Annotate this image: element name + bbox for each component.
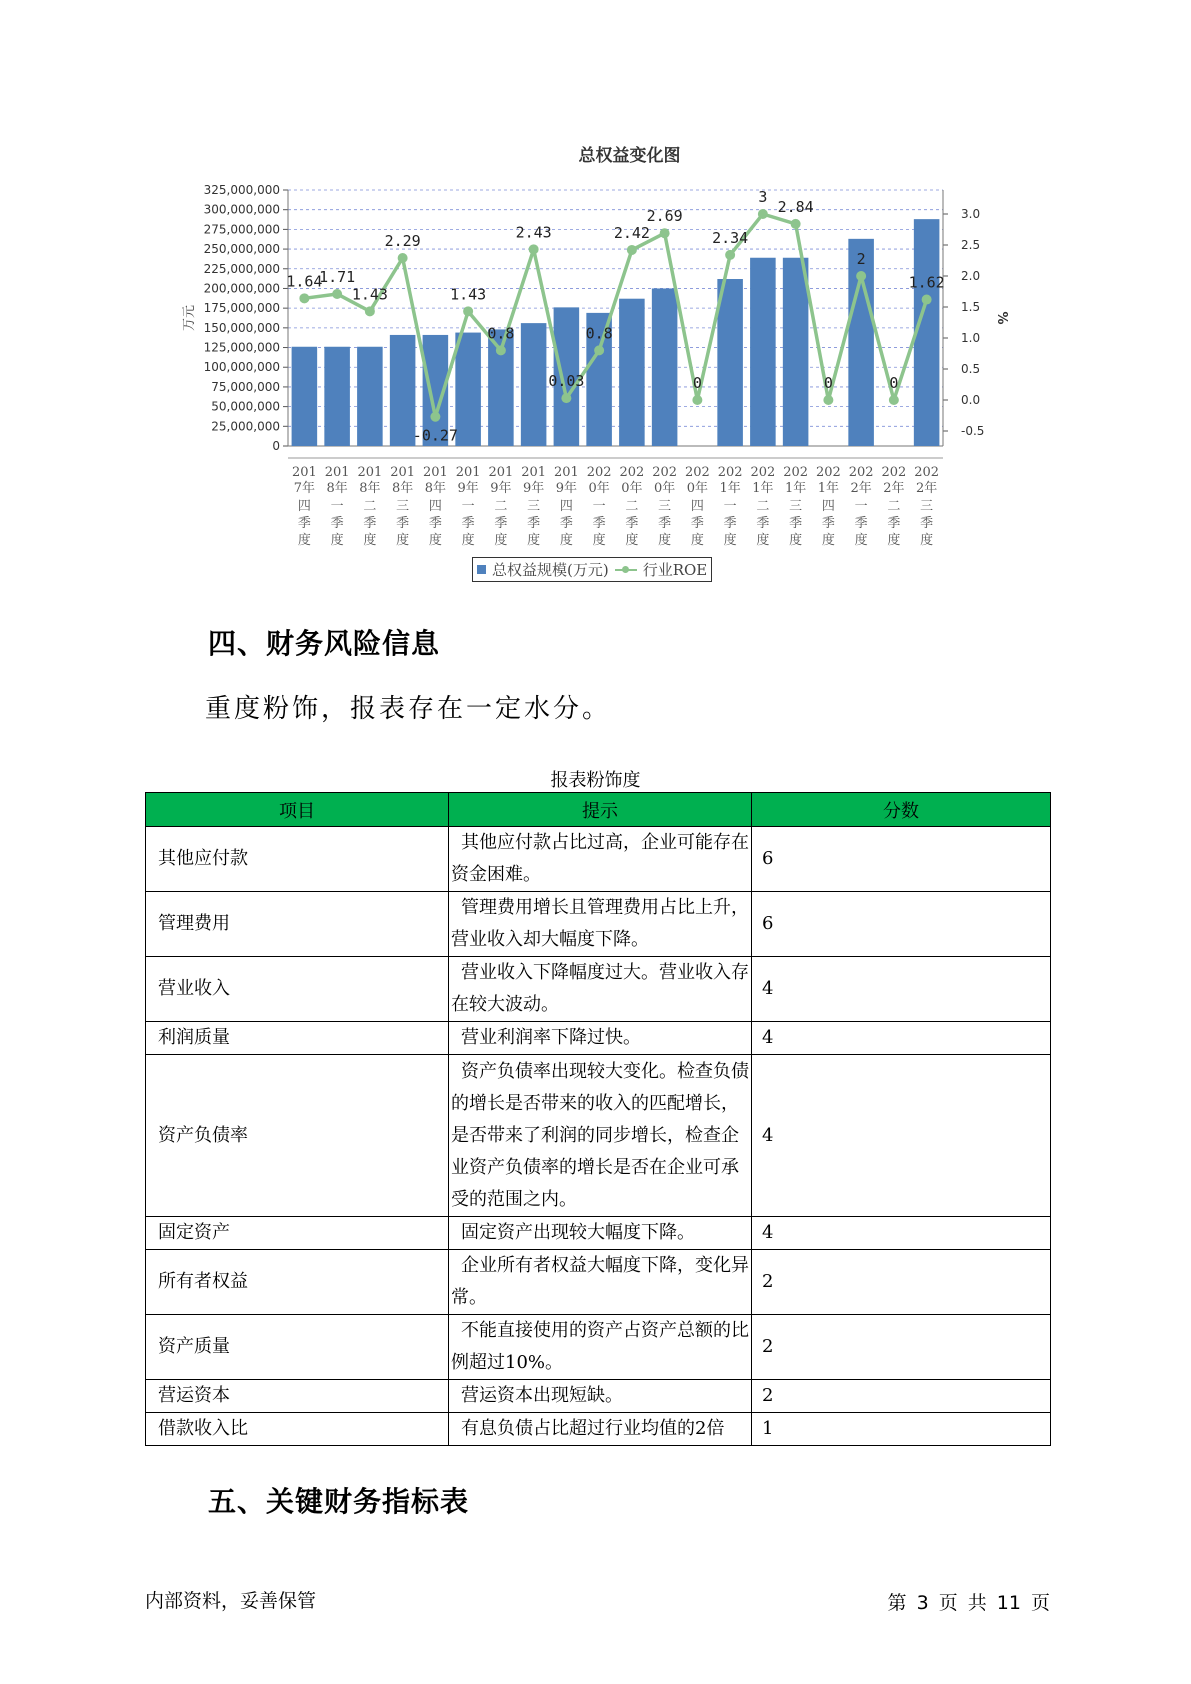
roe-data-label: 2.69 — [646, 207, 683, 226]
row-hint: 营业利润率下降过快。 — [449, 1022, 752, 1055]
indicators-section-title: 五、关键财务指标表 — [208, 1485, 470, 1518]
equity-bar — [750, 258, 776, 446]
footer-page-number: 第 3 页 共 11 页 — [887, 1592, 1050, 1614]
x-tick-year-prefix: 201 — [488, 465, 514, 480]
x-tick-year-prefix: 201 — [553, 465, 579, 480]
table-row — [146, 1055, 1051, 1217]
y-tick-label: 300,000,000 — [203, 202, 280, 217]
row-score: 2 — [752, 1250, 1051, 1315]
y-tick-label: 250,000,000 — [203, 242, 280, 257]
y-tick-label: 175,000,000 — [203, 301, 280, 316]
table-row — [146, 827, 1051, 892]
roe-point — [758, 209, 768, 219]
y2-tick-label: 1.5 — [961, 300, 981, 314]
equity-chart — [0, 0, 1191, 600]
y2-tick-label: 1.0 — [961, 331, 981, 345]
x-tick-quarter-char: 一 — [461, 499, 475, 514]
roe-point — [594, 345, 604, 355]
x-tick-year-prefix: 202 — [815, 465, 841, 480]
table-row — [146, 1250, 1051, 1315]
legend-line-swatch — [615, 569, 637, 571]
x-tick-quarter-char: 一 — [723, 499, 737, 514]
roe-point — [627, 245, 637, 255]
chart-title: 总权益变化图 — [578, 146, 681, 166]
roe-data-label: 2 — [856, 250, 866, 268]
x-tick-year-suffix: 9年 — [457, 481, 479, 496]
roe-point — [496, 345, 506, 355]
x-tick-quarter-char: 季 — [461, 516, 475, 531]
row-item: 资产质量 — [146, 1315, 449, 1380]
x-tick-year-suffix: 2年 — [915, 481, 938, 496]
y-tick-label: 75,000,000 — [211, 379, 280, 394]
x-tick-year-prefix: 202 — [652, 465, 678, 480]
x-tick-quarter-char: 季 — [428, 516, 442, 531]
x-tick-quarter-char: 度 — [789, 533, 803, 548]
equity-bar — [783, 258, 809, 446]
x-tick-year-suffix: 1年 — [817, 481, 840, 496]
table-row — [146, 1217, 1051, 1250]
row-item: 利润质量 — [146, 1022, 449, 1055]
roe-point — [365, 306, 375, 316]
table-row — [146, 1315, 1051, 1380]
x-tick-quarter-char: 二 — [625, 499, 639, 514]
y2-tick-label: 2.5 — [961, 238, 981, 252]
x-tick-quarter-char: 季 — [887, 516, 901, 531]
x-tick-quarter-char: 季 — [723, 516, 737, 531]
x-tick-quarter-char: 三 — [658, 499, 672, 514]
x-tick-quarter-char: 季 — [821, 516, 835, 531]
legend-bar-swatch — [477, 565, 486, 574]
x-tick-year-prefix: 202 — [750, 465, 776, 480]
roe-data-label: 1.43 — [351, 285, 388, 304]
roe-data-label: 2.34 — [712, 228, 749, 247]
roe-point — [922, 295, 932, 305]
x-tick-quarter-char: 二 — [887, 499, 901, 514]
x-tick-quarter-char: 季 — [658, 516, 672, 531]
roe-data-label: 2.43 — [515, 223, 552, 242]
x-tick-quarter-char: 三 — [396, 499, 410, 514]
x-tick-quarter-char: 度 — [363, 533, 377, 548]
row-score: 4 — [752, 1055, 1051, 1217]
x-tick-year-suffix: 8年 — [326, 481, 348, 496]
x-tick-year-prefix: 202 — [619, 465, 645, 480]
equity-bar — [324, 347, 350, 446]
x-tick-quarter-char: 季 — [494, 516, 508, 531]
equity-bar — [619, 299, 645, 446]
row-item: 其他应付款 — [146, 827, 449, 892]
table-row — [146, 1413, 1051, 1446]
row-hint: 营运资本出现短缺。 — [449, 1380, 752, 1413]
header-hint: 提示 — [449, 793, 752, 827]
x-tick-year-suffix: 9年 — [555, 481, 578, 496]
roe-data-label: -0.27 — [412, 426, 458, 445]
x-tick-quarter-char: 四 — [297, 499, 311, 514]
x-tick-quarter-char: 季 — [559, 516, 573, 531]
row-hint: 固定资产出现较大幅度下降。 — [449, 1217, 752, 1250]
x-tick-quarter-char: 三 — [527, 499, 541, 514]
roe-point — [529, 244, 539, 254]
x-tick-quarter-char: 一 — [854, 499, 868, 514]
row-score: 6 — [752, 827, 1051, 892]
y-tick-label: 50,000,000 — [211, 399, 280, 414]
chart-legend — [472, 557, 712, 582]
equity-chart-svg — [0, 0, 1191, 600]
row-score: 1 — [752, 1413, 1051, 1446]
risk-table — [145, 792, 1051, 1446]
x-tick-year-prefix: 201 — [357, 465, 383, 480]
x-tick-quarter-char: 季 — [297, 516, 311, 531]
row-score: 2 — [752, 1315, 1051, 1380]
x-tick-year-suffix: 2年 — [850, 481, 872, 496]
roe-point — [398, 253, 408, 263]
row-hint: 有息负债占比超过行业均值的2倍 — [449, 1413, 752, 1446]
roe-data-label: 2.29 — [384, 232, 421, 251]
row-item: 营运资本 — [146, 1380, 449, 1413]
x-tick-year-suffix: 0年 — [653, 481, 676, 496]
x-tick-year-suffix: 8年 — [359, 481, 381, 496]
x-tick-year-prefix: 201 — [324, 465, 350, 480]
equity-bar — [652, 288, 678, 446]
x-tick-quarter-char: 度 — [428, 533, 442, 548]
x-tick-quarter-char: 度 — [461, 533, 475, 548]
x-tick-quarter-char: 度 — [330, 533, 344, 548]
row-score: 6 — [752, 892, 1051, 957]
row-hint: 管理费用增长且管理费用占比上升，营业收入却大幅度下降。 — [449, 892, 752, 957]
x-tick-quarter-char: 季 — [920, 516, 934, 531]
row-item: 固定资产 — [146, 1217, 449, 1250]
header-score: 分数 — [752, 793, 1051, 827]
row-item: 借款收入比 — [146, 1413, 449, 1446]
row-hint: 其他应付款占比过高，企业可能存在资金困难。 — [449, 827, 752, 892]
y-axis-label: 万元 — [182, 304, 197, 332]
roe-point — [856, 271, 866, 281]
y-tick-label: 25,000,000 — [211, 419, 280, 434]
x-tick-year-prefix: 202 — [848, 465, 874, 480]
y-tick-label: 150,000,000 — [203, 320, 280, 335]
roe-point — [430, 412, 440, 422]
roe-point — [692, 395, 702, 405]
roe-data-label: 2.84 — [777, 197, 814, 216]
y-tick-label: 275,000,000 — [203, 222, 280, 237]
row-score: 2 — [752, 1380, 1051, 1413]
table-row — [146, 892, 1051, 957]
row-hint: 营业收入下降幅度过大。营业收入存在较大波动。 — [449, 957, 752, 1022]
x-tick-quarter-char: 二 — [756, 499, 770, 514]
y2-axis-label: % — [994, 311, 1009, 325]
roe-data-label: 3 — [758, 188, 768, 206]
roe-point — [332, 289, 342, 299]
x-tick-quarter-char: 季 — [854, 516, 868, 531]
x-tick-quarter-char: 季 — [527, 516, 541, 531]
roe-point — [791, 219, 801, 229]
x-tick-quarter-char: 季 — [363, 516, 377, 531]
x-tick-quarter-char: 二 — [363, 499, 377, 514]
table-row — [146, 1022, 1051, 1055]
x-tick-quarter-char: 度 — [494, 533, 508, 548]
legend-bar-label: 总权益规模(万元) — [492, 561, 609, 579]
x-tick-quarter-char: 一 — [330, 499, 344, 514]
x-tick-quarter-char: 三 — [789, 499, 803, 514]
equity-bar — [521, 323, 547, 446]
row-hint: 企业所有者权益大幅度下降，变化异常。 — [449, 1250, 752, 1315]
x-tick-quarter-char: 季 — [789, 516, 803, 531]
x-tick-year-suffix: 0年 — [588, 481, 610, 496]
x-tick-quarter-char: 季 — [330, 516, 344, 531]
row-item: 管理费用 — [146, 892, 449, 957]
x-tick-year-suffix: 8年 — [424, 481, 447, 496]
x-tick-year-prefix: 201 — [422, 465, 448, 480]
row-item: 营业收入 — [146, 957, 449, 1022]
row-hint: 不能直接使用的资产占资产总额的比例超过10%。 — [449, 1315, 752, 1380]
x-tick-quarter-char: 一 — [592, 499, 606, 514]
table-caption: 报表粉饰度 — [550, 770, 641, 791]
roe-data-label: 1.62 — [908, 273, 945, 292]
roe-point — [725, 250, 735, 260]
x-tick-quarter-char: 四 — [690, 499, 704, 514]
table-row — [146, 1380, 1051, 1413]
x-tick-year-suffix: 2年 — [883, 481, 905, 496]
x-tick-quarter-char: 四 — [428, 499, 442, 514]
x-tick-quarter-char: 度 — [920, 533, 934, 548]
x-tick-year-prefix: 202 — [783, 465, 809, 480]
roe-point — [299, 293, 309, 303]
row-hint: 资产负债率出现较大变化。检查负债的增长是否带来的收入的匹配增长，是否带来了利润的同步增长，检查企业资产负债率的增长是否在企业可承受的范围之内。 — [449, 1055, 752, 1217]
y-tick-label: 225,000,000 — [203, 261, 280, 276]
y2-tick-label: 2.0 — [961, 269, 981, 283]
y-tick-label: 100,000,000 — [203, 360, 280, 375]
roe-point — [823, 395, 833, 405]
row-item: 资产负债率 — [146, 1055, 449, 1217]
x-tick-quarter-char: 度 — [658, 533, 672, 548]
roe-data-label: 1.43 — [450, 285, 487, 304]
y2-tick-label: -0.5 — [961, 424, 985, 438]
roe-point — [889, 395, 899, 405]
x-tick-year-prefix: 201 — [455, 465, 481, 480]
x-tick-year-suffix: 1年 — [752, 481, 774, 496]
y2-tick-label: 0.0 — [961, 393, 981, 407]
x-tick-year-suffix: 1年 — [719, 481, 741, 496]
equity-bar — [717, 279, 743, 446]
x-tick-year-suffix: 7年 — [293, 481, 316, 496]
y2-tick-label: 3.0 — [961, 207, 981, 221]
x-tick-quarter-char: 三 — [920, 499, 934, 514]
roe-data-label: 1.64 — [286, 272, 323, 291]
x-tick-quarter-char: 季 — [592, 516, 606, 531]
equity-bar — [357, 347, 383, 446]
x-tick-quarter-char: 度 — [527, 533, 541, 548]
x-tick-quarter-char: 季 — [756, 516, 770, 531]
x-tick-year-prefix: 202 — [717, 465, 743, 480]
x-tick-quarter-char: 度 — [592, 533, 606, 548]
roe-data-label: 0 — [692, 374, 702, 392]
roe-data-label: 0 — [823, 374, 833, 392]
roe-data-label: 0 — [889, 374, 899, 392]
x-tick-year-prefix: 202 — [914, 465, 940, 480]
legend-line-label: 行业ROE — [642, 561, 708, 579]
equity-bar — [292, 347, 318, 446]
y-tick-label: 0 — [272, 439, 280, 453]
x-tick-quarter-char: 度 — [559, 533, 573, 548]
roe-point — [660, 228, 670, 238]
x-tick-year-prefix: 201 — [390, 465, 416, 480]
roe-data-label: 0.8 — [487, 324, 515, 343]
roe-point — [463, 306, 473, 316]
x-tick-year-prefix: 202 — [586, 465, 612, 480]
x-tick-quarter-char: 度 — [723, 533, 737, 548]
x-tick-quarter-char: 二 — [494, 499, 508, 514]
row-item: 所有者权益 — [146, 1250, 449, 1315]
header-item: 项目 — [146, 793, 449, 827]
x-tick-year-suffix: 9年 — [522, 481, 545, 496]
table-header-row — [146, 793, 1051, 827]
x-tick-quarter-char: 度 — [821, 533, 835, 548]
x-tick-quarter-char: 季 — [690, 516, 704, 531]
roe-point — [561, 393, 571, 403]
risk-summary: 重度粉饰，报表存在一定水分。 — [205, 694, 612, 724]
roe-data-label: 1.71 — [319, 267, 356, 286]
x-tick-year-prefix: 202 — [881, 465, 907, 480]
table-row — [146, 957, 1051, 1022]
x-tick-year-suffix: 1年 — [784, 481, 807, 496]
row-score: 4 — [752, 1217, 1051, 1250]
y2-tick-label: 0.5 — [961, 362, 981, 376]
x-tick-quarter-char: 四 — [559, 499, 573, 514]
x-tick-year-suffix: 8年 — [391, 481, 414, 496]
x-tick-quarter-char: 度 — [854, 533, 868, 548]
x-tick-quarter-char: 度 — [756, 533, 770, 548]
equity-bar — [455, 333, 481, 446]
y-tick-label: 325,000,000 — [203, 183, 280, 197]
y-tick-label: 200,000,000 — [203, 281, 280, 296]
equity-bar — [390, 335, 416, 446]
x-tick-year-suffix: 9年 — [490, 481, 512, 496]
footer-confidential: 内部资料，妥善保管 — [145, 1590, 317, 1612]
y-tick-label: 125,000,000 — [203, 340, 280, 355]
x-tick-year-suffix: 0年 — [686, 481, 709, 496]
roe-data-label: 0.8 — [585, 324, 613, 343]
roe-data-label: 2.42 — [613, 223, 650, 242]
row-score: 4 — [752, 1022, 1051, 1055]
equity-bar — [848, 239, 874, 446]
x-tick-year-prefix: 202 — [684, 465, 710, 480]
x-tick-quarter-char: 度 — [887, 533, 901, 548]
x-tick-quarter-char: 度 — [297, 533, 311, 548]
x-tick-quarter-char: 度 — [690, 533, 704, 548]
x-tick-quarter-char: 度 — [625, 533, 639, 548]
row-score: 4 — [752, 957, 1051, 1022]
x-tick-quarter-char: 季 — [396, 516, 410, 531]
x-tick-year-prefix: 201 — [291, 465, 317, 480]
x-tick-year-suffix: 0年 — [621, 481, 643, 496]
roe-data-label: 0.03 — [548, 372, 585, 391]
x-tick-year-prefix: 201 — [521, 465, 547, 480]
x-tick-quarter-char: 四 — [821, 499, 835, 514]
risk-section-title: 四、财务风险信息 — [208, 627, 441, 660]
x-tick-quarter-char: 季 — [625, 516, 639, 531]
x-tick-quarter-char: 度 — [396, 533, 410, 548]
